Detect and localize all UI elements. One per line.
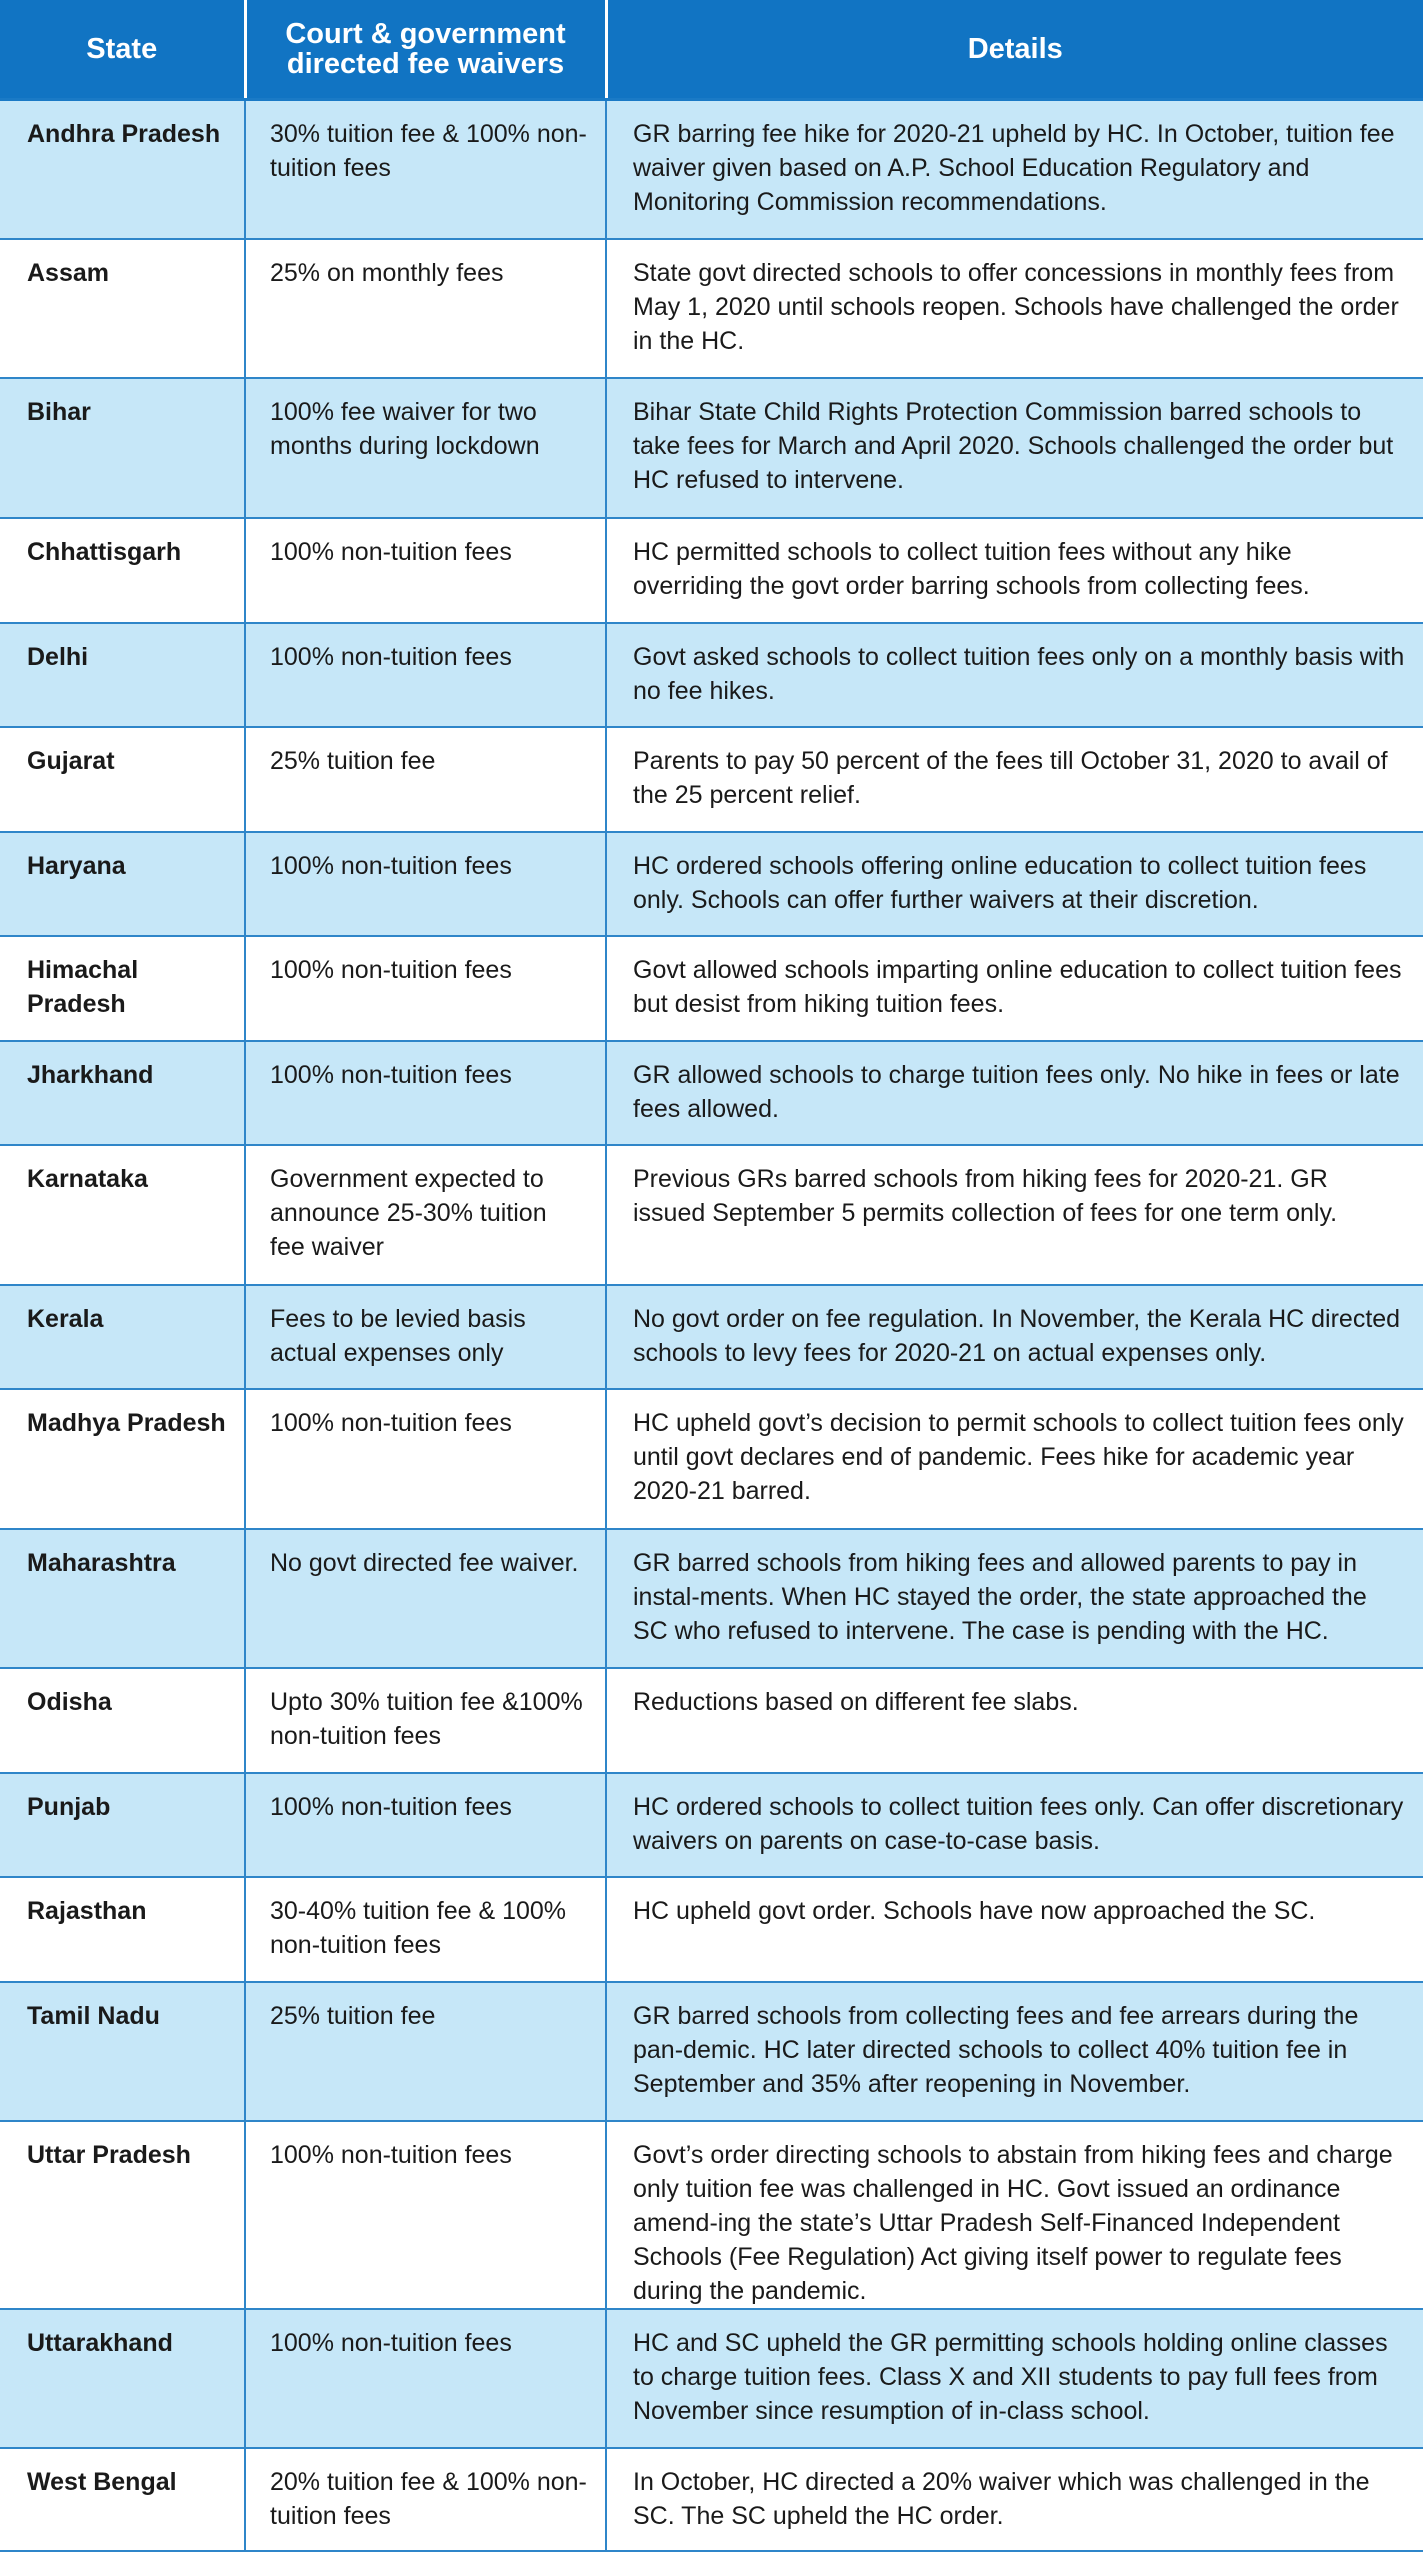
- table-row: [0, 1145, 1423, 1285]
- state-cell: Haryana: [0, 832, 245, 936]
- details-cell: Govt’s order directing schools to abstain from hiking fees and charge only tuition fee was challenged in HC. Govt issued an ordinance amend-ing the state’s Uttar Pradesh Self-Financed Independent Schools (Fee Regulation) Act giving itself power to regulate fees during the pandemic.: [606, 2121, 1423, 2309]
- state-cell: Odisha: [0, 1668, 245, 1773]
- table-row: [0, 1982, 1423, 2121]
- waiver-cell: 100% non-tuition fees: [245, 518, 606, 623]
- table-row: [0, 1773, 1423, 1877]
- state-cell: Tamil Nadu: [0, 1982, 245, 2121]
- details-cell: GR barred schools from hiking fees and allowed parents to pay in instal-ments. When HC stayed the order, the state approached the SC who refused to intervene. The case is pending with the HC.: [606, 1529, 1423, 1668]
- table-row: [0, 239, 1423, 378]
- table-row: [0, 1041, 1423, 1145]
- details-cell: GR barring fee hike for 2020-21 upheld by HC. In October, tuition fee waiver given based on A.P. School Education Regulatory and Monitoring Commission recommendations.: [606, 99, 1423, 239]
- details-cell: Previous GRs barred schools from hiking fees for 2020-21. GR issued September 5 permits collection of fees for one term only.: [606, 1145, 1423, 1285]
- waiver-cell: 30-40% tuition fee & 100% non-tuition fees: [245, 1877, 606, 1982]
- waiver-cell: No govt directed fee waiver.: [245, 1529, 606, 1668]
- state-cell: Punjab: [0, 1773, 245, 1877]
- state-cell: Uttar Pradesh: [0, 2121, 245, 2309]
- details-cell: No govt order on fee regulation. In November, the Kerala HC directed schools to levy fees for 2020-21 on actual expenses only.: [606, 1285, 1423, 1389]
- details-cell: In October, HC directed a 20% waiver which was challenged in the SC. The SC upheld the HC order.: [606, 2448, 1423, 2551]
- waiver-cell: 30% tuition fee & 100% non-tuition fees: [245, 99, 606, 239]
- details-cell: HC permitted schools to collect tuition fees without any hike overriding the govt order barring schools from collecting fees.: [606, 518, 1423, 623]
- table-row: [0, 936, 1423, 1041]
- table-row: [0, 1285, 1423, 1389]
- table-header: [0, 0, 1423, 99]
- details-cell: GR barred schools from collecting fees and fee arrears during the pan-demic. HC later directed schools to collect 40% tuition fee in September and 35% after reopening in November.: [606, 1982, 1423, 2121]
- state-cell: Andhra Pradesh: [0, 99, 245, 239]
- state-cell: Gujarat: [0, 727, 245, 832]
- state-cell: Maharashtra: [0, 1529, 245, 1668]
- table-row: [0, 518, 1423, 623]
- table-row: [0, 2448, 1423, 2551]
- waiver-cell: Government expected to announce 25-30% tuition fee waiver: [245, 1145, 606, 1285]
- table-row: [0, 2121, 1423, 2309]
- waiver-cell: 100% non-tuition fees: [245, 623, 606, 727]
- waiver-cell: 100% non-tuition fees: [245, 1389, 606, 1529]
- state-cell: Karnataka: [0, 1145, 245, 1285]
- table-body: [0, 99, 1423, 2551]
- header-waivers: Court & government directed fee waivers: [245, 0, 606, 99]
- details-cell: State govt directed schools to offer concessions in monthly fees from May 1, 2020 until schools reopen. Schools have challenged the order in the HC.: [606, 239, 1423, 378]
- waiver-cell: 25% tuition fee: [245, 727, 606, 832]
- waiver-cell: Fees to be levied basis actual expenses only: [245, 1285, 606, 1389]
- state-cell: Chhattisgarh: [0, 518, 245, 623]
- waiver-cell: 100% non-tuition fees: [245, 2121, 606, 2309]
- state-cell: Kerala: [0, 1285, 245, 1389]
- table-row: [0, 727, 1423, 832]
- waiver-cell: 100% non-tuition fees: [245, 2309, 606, 2448]
- details-cell: Govt asked schools to collect tuition fees only on a monthly basis with no fee hikes.: [606, 623, 1423, 727]
- table-row: [0, 99, 1423, 239]
- details-cell: Reductions based on different fee slabs.: [606, 1668, 1423, 1773]
- table-row: [0, 1668, 1423, 1773]
- state-cell: Jharkhand: [0, 1041, 245, 1145]
- header-row: [0, 0, 1423, 99]
- waiver-cell: 100% fee waiver for two months during lockdown: [245, 378, 606, 518]
- table-row: [0, 832, 1423, 936]
- table-row: [0, 1389, 1423, 1529]
- state-cell: Himachal Pradesh: [0, 936, 245, 1041]
- waiver-cell: 20% tuition fee & 100% non-tuition fees: [245, 2448, 606, 2551]
- header-state: State: [0, 0, 245, 99]
- table-row: [0, 2309, 1423, 2448]
- state-cell: Uttarakhand: [0, 2309, 245, 2448]
- details-cell: Bihar State Child Rights Protection Commission barred schools to take fees for March and April 2020. Schools challenged the order but HC refused to intervene.: [606, 378, 1423, 518]
- details-cell: Parents to pay 50 percent of the fees till October 31, 2020 to avail of the 25 percent relief.: [606, 727, 1423, 832]
- details-cell: HC ordered schools to collect tuition fees only. Can offer discretionary waivers on parents on case-to-case basis.: [606, 1773, 1423, 1877]
- state-cell: Madhya Pradesh: [0, 1389, 245, 1529]
- details-cell: HC upheld govt order. Schools have now approached the SC.: [606, 1877, 1423, 1982]
- details-cell: HC and SC upheld the GR permitting schools holding online classes to charge tuition fees. Class X and XII students to pay full fees from November since resumption of in-class school.: [606, 2309, 1423, 2448]
- waiver-cell: 100% non-tuition fees: [245, 1041, 606, 1145]
- waiver-cell: 25% on monthly fees: [245, 239, 606, 378]
- details-cell: Govt allowed schools imparting online education to collect tuition fees but desist from hiking tuition fees.: [606, 936, 1423, 1041]
- state-cell: Rajasthan: [0, 1877, 245, 1982]
- waiver-cell: 100% non-tuition fees: [245, 832, 606, 936]
- table-row: [0, 1877, 1423, 1982]
- table-row: [0, 623, 1423, 727]
- waiver-cell: 25% tuition fee: [245, 1982, 606, 2121]
- waiver-cell: 100% non-tuition fees: [245, 936, 606, 1041]
- state-cell: West Bengal: [0, 2448, 245, 2551]
- state-cell: Bihar: [0, 378, 245, 518]
- state-cell: Assam: [0, 239, 245, 378]
- state-cell: Delhi: [0, 623, 245, 727]
- details-cell: GR allowed schools to charge tuition fees only. No hike in fees or late fees allowed.: [606, 1041, 1423, 1145]
- header-details: Details: [606, 0, 1423, 99]
- details-cell: HC upheld govt’s decision to permit schools to collect tuition fees only until govt declares end of pandemic. Fees hike for academic year 2020-21 barred.: [606, 1389, 1423, 1529]
- details-cell: HC ordered schools offering online education to collect tuition fees only. Schools can offer further waivers at their discretion.: [606, 832, 1423, 936]
- waiver-cell: 100% non-tuition fees: [245, 1773, 606, 1877]
- table-row: [0, 378, 1423, 518]
- table-row: [0, 1529, 1423, 1668]
- waiver-cell: Upto 30% tuition fee &100% non-tuition fees: [245, 1668, 606, 1773]
